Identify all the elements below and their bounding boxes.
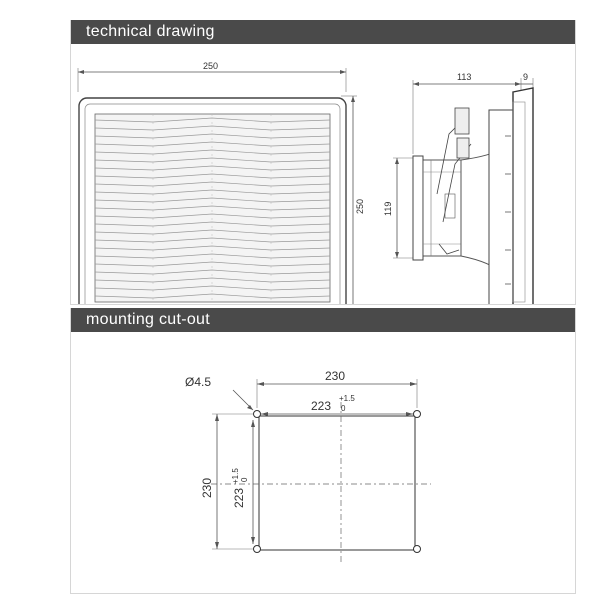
mounting-cutout-panel <box>70 308 576 594</box>
depth-label: 113 <box>457 72 472 82</box>
technical-drawing-body <box>71 44 575 304</box>
cutout-h-tol-minus: 0 <box>341 404 346 413</box>
cutout-h-label: 223 <box>311 399 332 413</box>
front-height-label: 250 <box>355 198 365 214</box>
hole-spacing-h-label: 230 <box>325 369 346 383</box>
technical-drawing-title: technical drawing <box>71 20 575 44</box>
technical-drawing-svg <box>71 44 575 304</box>
grille-thickness-label: 9 <box>523 72 529 82</box>
side-view <box>383 72 533 304</box>
cutout-v-label: 223 <box>232 487 246 508</box>
cutout-v-tol-plus: +1.5 <box>231 468 240 484</box>
cutout-svg <box>71 332 575 594</box>
mounting-cutout-title: mounting cut-out <box>71 308 575 332</box>
cutout-v-tol-minus: 0 <box>240 477 249 482</box>
technical-drawing-panel <box>70 20 576 305</box>
hole-bottom-left <box>254 546 261 553</box>
front-view <box>78 61 365 304</box>
hole-diameter-label: Ø4.5 <box>185 375 212 389</box>
hole-bottom-right <box>414 546 421 553</box>
hole-spacing-v-label: 230 <box>200 477 214 498</box>
hole-top-right <box>414 411 421 418</box>
cutout-rectangle <box>259 416 415 550</box>
front-width-label: 250 <box>203 61 219 71</box>
body-height-label: 119 <box>383 201 393 216</box>
mounting-cutout-body <box>71 332 575 593</box>
cutout-h-tol-plus: +1.5 <box>339 394 355 403</box>
hole-top-left <box>254 411 261 418</box>
